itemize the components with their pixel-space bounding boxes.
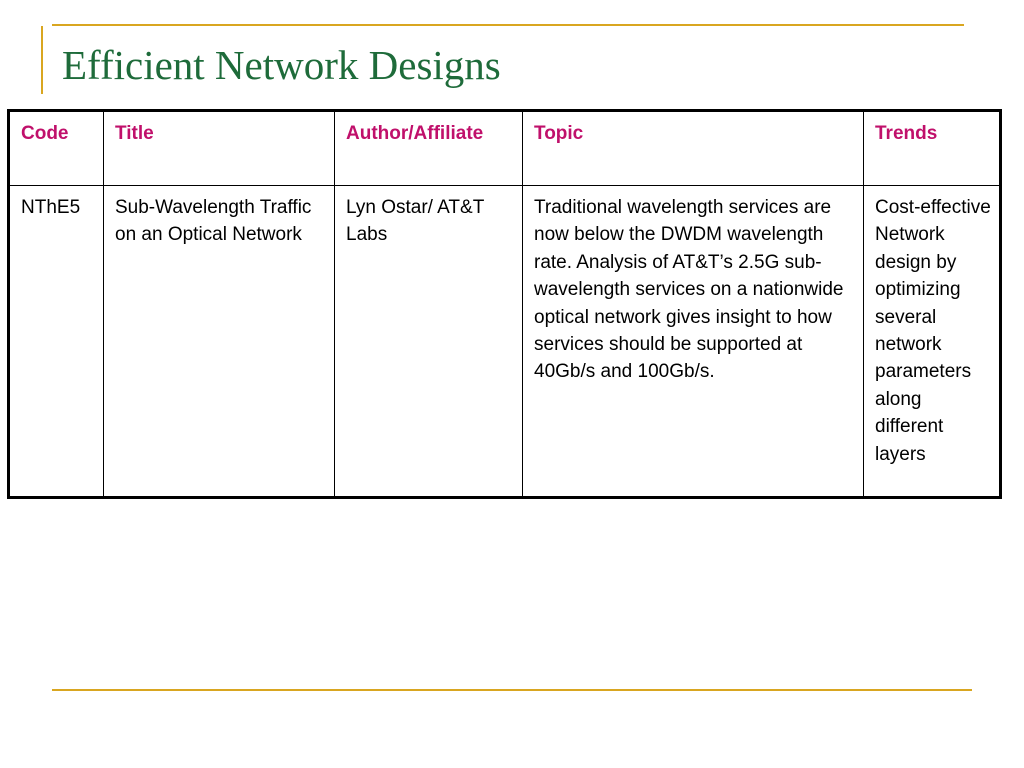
column-header-topic: Topic	[523, 111, 864, 186]
cell-topic: Traditional wavelength services are now below the DWDM wavelength rate. Analysis of AT&T’s 2.5G sub-wavelength services on a nationwide optical network gives insight to how services should be supported at 40Gb/s and 100Gb/s.	[523, 186, 864, 498]
content-table	[7, 109, 1002, 499]
cell-code: NThE5	[9, 186, 104, 498]
column-header-title: Title	[104, 111, 335, 186]
column-header-trends: Trends	[864, 111, 1001, 186]
accent-line-bottom	[52, 689, 972, 691]
column-header-author: Author/Affiliate	[335, 111, 523, 186]
cell-title: Sub-Wavelength Traffic on an Optical Network	[104, 186, 335, 498]
accent-line-top	[52, 24, 964, 26]
accent-line-left	[41, 26, 43, 94]
table-row	[9, 186, 1001, 498]
cell-author: Lyn Ostar/ AT&T Labs	[335, 186, 523, 498]
slide-title: Efficient Network Designs	[62, 42, 501, 88]
table-header-row	[9, 111, 1001, 186]
column-header-code: Code	[9, 111, 104, 186]
cell-trends: Cost-effective Network design by optimizing several network parameters along different layers	[864, 186, 1001, 498]
